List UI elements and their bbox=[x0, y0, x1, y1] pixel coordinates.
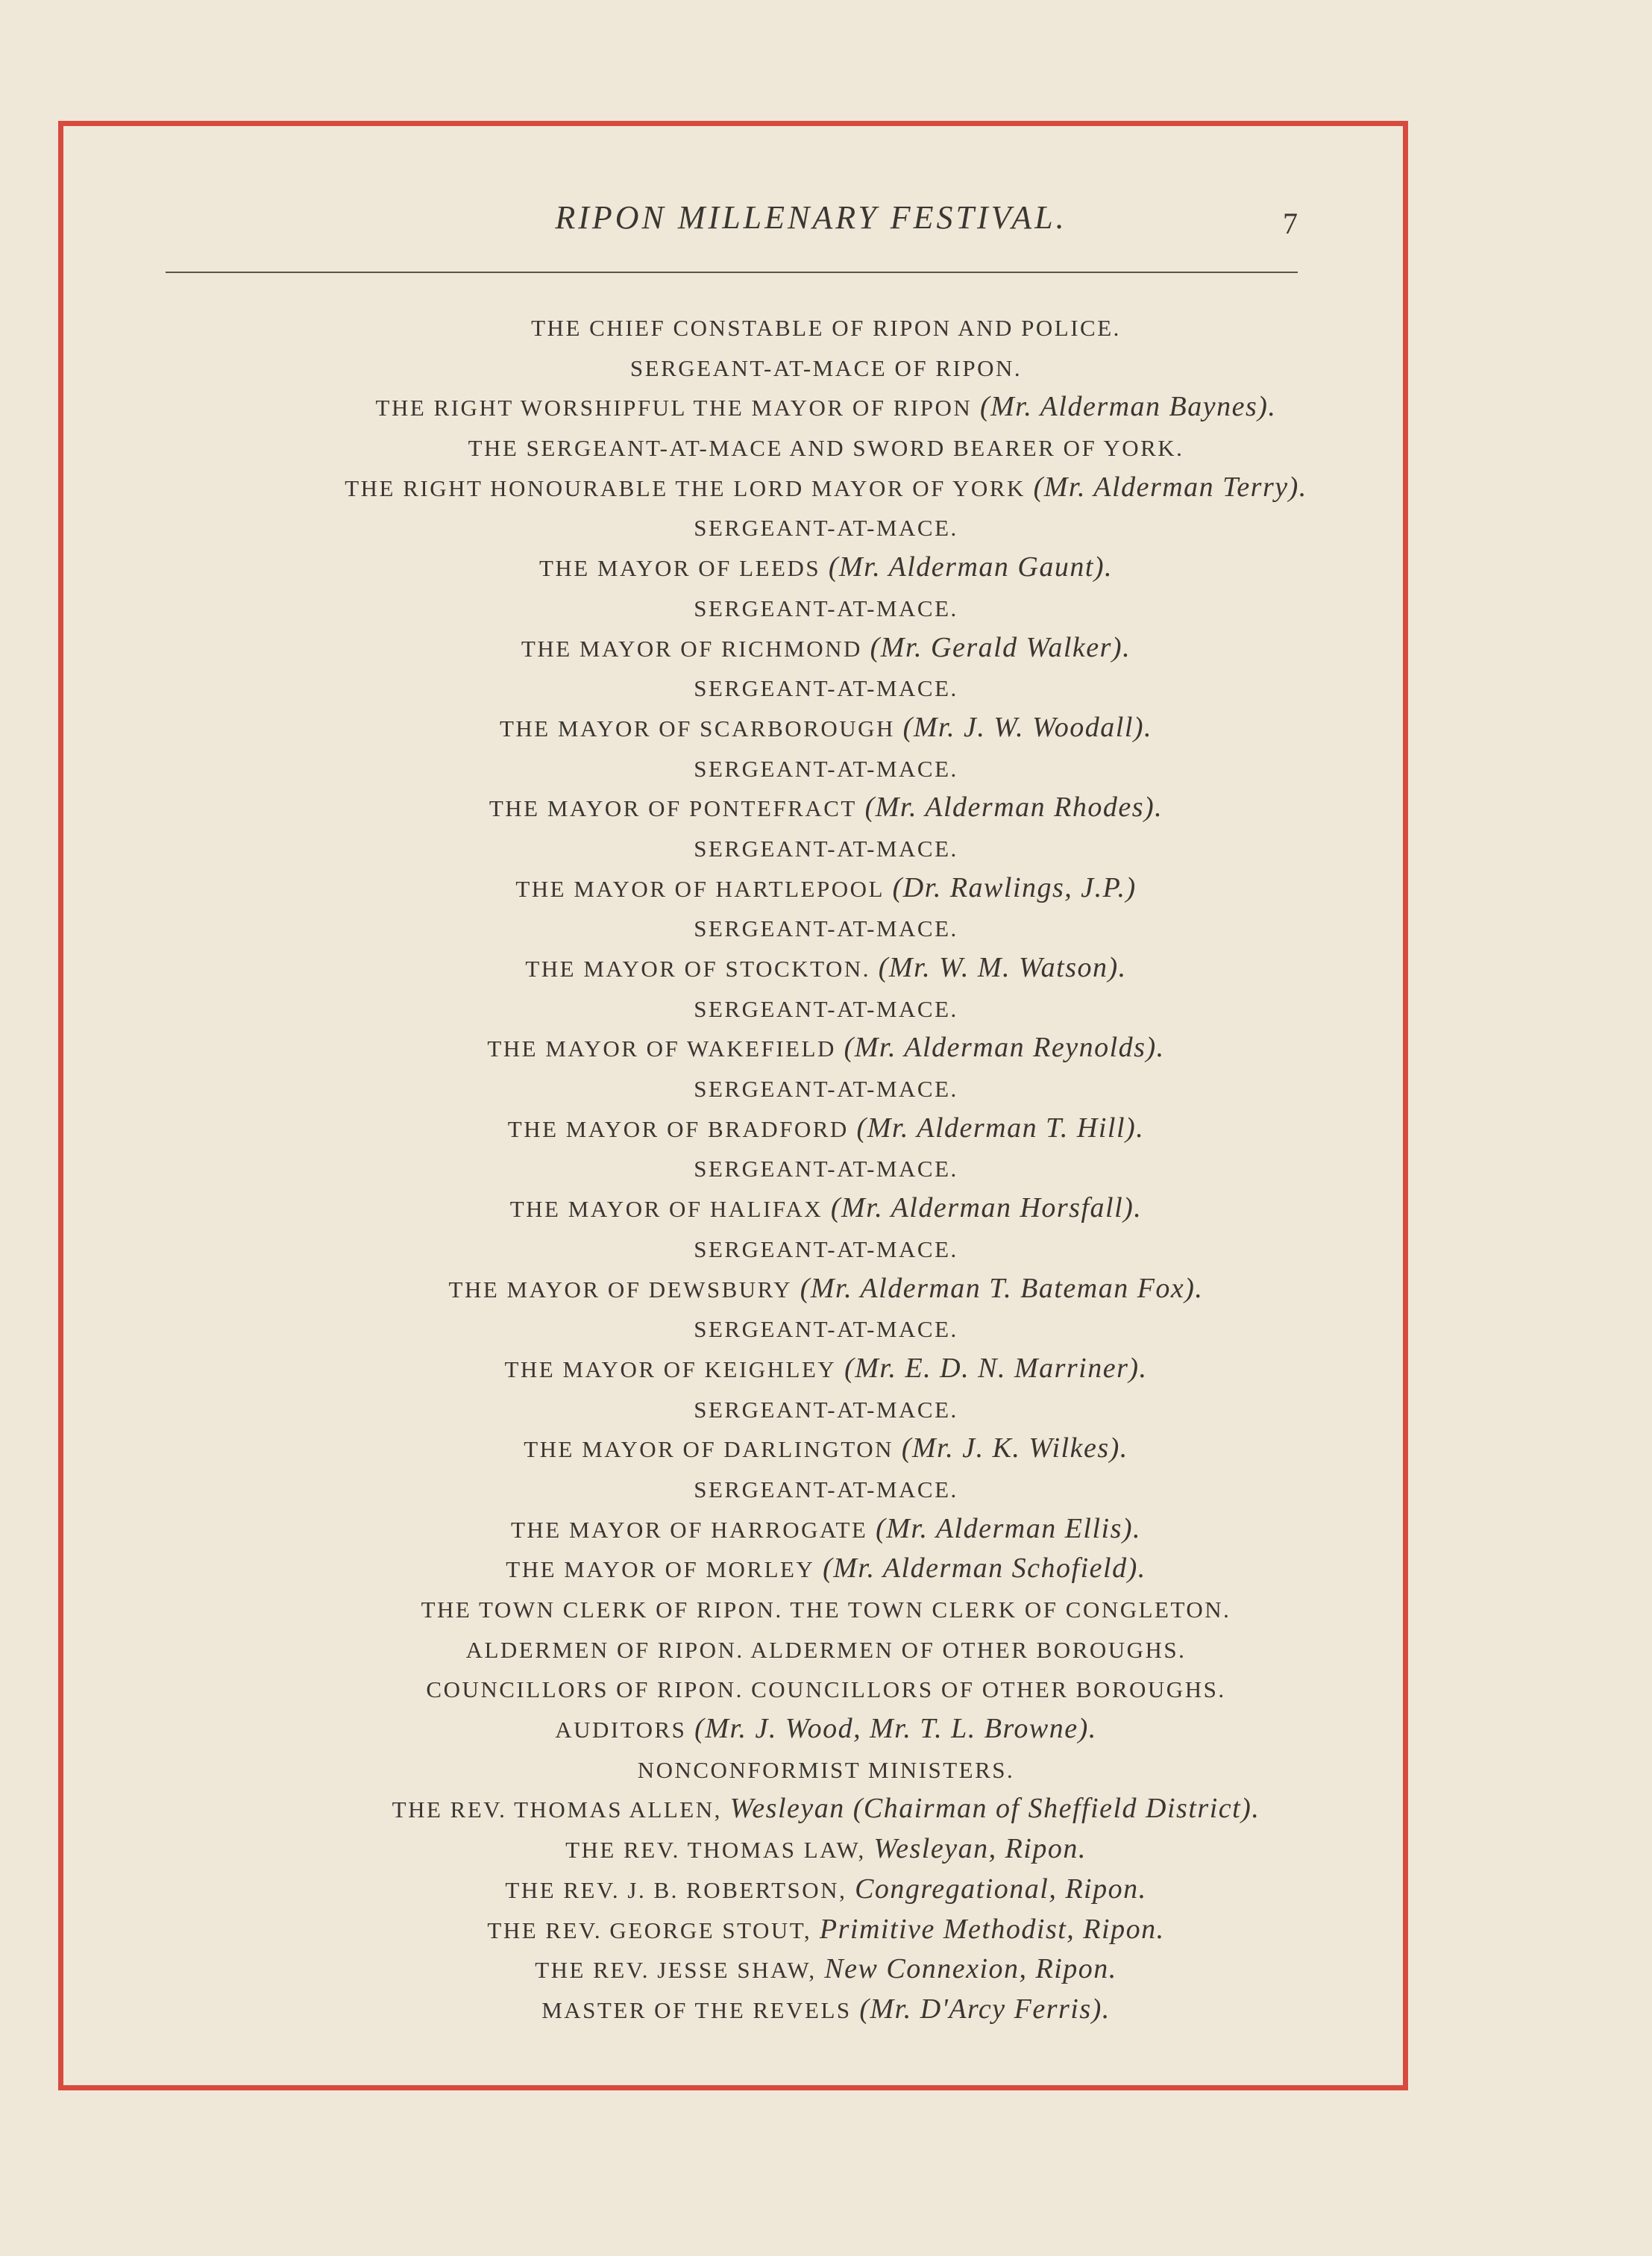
procession-line-text: NONCONFORMIST MINISTERS. bbox=[637, 1756, 1015, 1783]
procession-line bbox=[0, 1749, 1652, 1790]
procession-line-italic: (Mr. J. K. Wilkes). bbox=[901, 1432, 1128, 1464]
procession-line bbox=[0, 1709, 1652, 1749]
procession-line-text: SERGEANT-AT-MACE. bbox=[694, 1156, 958, 1182]
procession-line bbox=[0, 1109, 1652, 1149]
procession-line bbox=[0, 1509, 1652, 1550]
procession-line bbox=[0, 1910, 1652, 1950]
procession-line bbox=[0, 1269, 1652, 1309]
procession-line-text: THE REV. J. B. ROBERTSON, bbox=[505, 1876, 847, 1903]
procession-line-text: THE TOWN CLERK OF RIPON. THE TOWN CLERK OF CONGLETON. bbox=[421, 1597, 1231, 1623]
procession-line-italic: (Dr. Rawlings, J.P.) bbox=[892, 871, 1137, 903]
procession-line bbox=[0, 1188, 1652, 1229]
procession-line bbox=[0, 1990, 1652, 2030]
procession-line-italic: (Mr. Gerald Walker). bbox=[870, 631, 1131, 663]
procession-line-text: THE MAYOR OF WAKEFIELD bbox=[487, 1035, 836, 1062]
procession-line bbox=[0, 988, 1652, 1029]
procession-line-text: SERGEANT-AT-MACE. bbox=[694, 835, 958, 862]
procession-line-italic: (Mr. Alderman Schofield). bbox=[823, 1552, 1146, 1585]
procession-line bbox=[0, 788, 1652, 828]
procession-line bbox=[0, 708, 1652, 748]
procession-line-italic: Wesleyan (Chairman of Sheffield District). bbox=[729, 1793, 1260, 1825]
procession-line-text: THE REV. GEORGE STOUT, bbox=[487, 1917, 812, 1943]
procession-line-text: THE RIGHT HONOURABLE THE LORD MAYOR OF YORK bbox=[345, 474, 1026, 501]
procession-line-italic: (Mr. J. Wood, Mr. T. L. Browne). bbox=[694, 1713, 1097, 1745]
procession-line-text: THE SERGEANT-AT-MACE AND SWORD BEARER OF YORK. bbox=[468, 435, 1184, 462]
procession-line-italic: (Mr. Alderman Reynolds). bbox=[844, 1032, 1165, 1064]
procession-line bbox=[0, 307, 1652, 348]
procession-line bbox=[0, 1549, 1652, 1589]
procession-line-text: THE MAYOR OF KEIGHLEY bbox=[504, 1356, 837, 1382]
procession-line-italic: (Mr. Alderman Horsfall). bbox=[830, 1192, 1143, 1224]
procession-line-text: SERGEANT-AT-MACE. bbox=[694, 1076, 958, 1103]
procession-line-text: SERGEANT-AT-MACE. bbox=[694, 915, 958, 942]
procession-list bbox=[0, 307, 1652, 2030]
procession-line-text: THE MAYOR OF PONTEFRACT bbox=[489, 795, 857, 822]
procession-line-text: SERGEANT-AT-MACE OF RIPON. bbox=[629, 354, 1023, 381]
procession-line-text: THE REV. THOMAS LAW, bbox=[565, 1837, 866, 1864]
procession-line bbox=[0, 1068, 1652, 1109]
procession-line-text: THE CHIEF CONSTABLE OF RIPON AND POLICE. bbox=[531, 315, 1121, 341]
procession-line bbox=[0, 1829, 1652, 1870]
procession-line-text: THE MAYOR OF HALIFAX bbox=[509, 1196, 823, 1223]
procession-line-text: SERGEANT-AT-MACE. bbox=[694, 755, 958, 782]
procession-line bbox=[0, 1589, 1652, 1629]
procession-line bbox=[0, 427, 1652, 468]
page-number: 7 bbox=[1283, 207, 1298, 240]
procession-line-text: THE MAYOR OF DEWSBURY bbox=[448, 1276, 792, 1303]
procession-line-text: SERGEANT-AT-MACE. bbox=[694, 515, 958, 542]
procession-line bbox=[0, 507, 1652, 548]
procession-line-text: THE REV. THOMAS ALLEN, bbox=[392, 1796, 722, 1823]
procession-line-text: THE MAYOR OF LEEDS bbox=[538, 555, 821, 582]
procession-line-italic: (Mr. Alderman Terry). bbox=[1033, 471, 1307, 503]
procession-line bbox=[0, 1870, 1652, 1910]
procession-line-text: THE MAYOR OF HARROGATE bbox=[510, 1516, 868, 1543]
procession-line-text: SERGEANT-AT-MACE. bbox=[694, 1235, 958, 1262]
procession-line bbox=[0, 1309, 1652, 1349]
procession-line bbox=[0, 868, 1652, 909]
procession-line bbox=[0, 1148, 1652, 1188]
procession-line bbox=[0, 588, 1652, 628]
procession-line-text: THE MAYOR OF HARTLEPOOL bbox=[515, 875, 885, 902]
procession-line bbox=[0, 1229, 1652, 1269]
procession-line bbox=[0, 1789, 1652, 1829]
header-rule bbox=[166, 272, 1298, 273]
procession-line bbox=[0, 1949, 1652, 1990]
procession-line bbox=[0, 668, 1652, 708]
procession-line bbox=[0, 1429, 1652, 1469]
procession-line-italic: (Mr. Alderman Ellis). bbox=[876, 1512, 1142, 1544]
procession-line-text: MASTER OF THE REVELS bbox=[541, 1996, 852, 2023]
procession-line bbox=[0, 1349, 1652, 1389]
procession-line bbox=[0, 1629, 1652, 1670]
procession-line-text: SERGEANT-AT-MACE. bbox=[694, 1316, 958, 1343]
procession-line-italic: (Mr. Alderman T. Bateman Fox). bbox=[800, 1272, 1204, 1304]
procession-line-text: THE MAYOR OF BRADFORD bbox=[507, 1115, 849, 1142]
procession-line-text: THE MAYOR OF STOCKTON. bbox=[525, 956, 871, 982]
procession-line-text: THE MAYOR OF RICHMOND bbox=[521, 635, 862, 662]
procession-line-italic: (Mr. E. D. N. Marriner). bbox=[844, 1352, 1148, 1384]
running-head bbox=[0, 195, 1652, 240]
procession-line bbox=[0, 548, 1652, 588]
running-title: RIPON MILLENARY FESTIVAL. bbox=[555, 199, 1067, 236]
procession-line-text: THE MAYOR OF MORLEY bbox=[506, 1556, 815, 1583]
procession-line-italic: (Mr. Alderman T. Hill). bbox=[856, 1112, 1145, 1144]
procession-line-text: AUDITORS bbox=[555, 1717, 687, 1743]
procession-line-italic: (Mr. W. M. Watson). bbox=[878, 952, 1127, 983]
procession-line-italic: (Mr. Alderman Baynes). bbox=[979, 391, 1277, 423]
procession-line bbox=[0, 628, 1652, 668]
procession-line bbox=[0, 948, 1652, 988]
procession-line-text: THE RIGHT WORSHIPFUL THE MAYOR OF RIPON bbox=[375, 395, 973, 422]
procession-line bbox=[0, 1669, 1652, 1709]
procession-line-text: SERGEANT-AT-MACE. bbox=[694, 1396, 958, 1423]
procession-line bbox=[0, 348, 1652, 388]
procession-line-text: COUNCILLORS OF RIPON. COUNCILLORS OF OTHER BOROUGHS. bbox=[426, 1676, 1226, 1703]
procession-line-text: SERGEANT-AT-MACE. bbox=[694, 595, 958, 621]
procession-line-text: SERGEANT-AT-MACE. bbox=[694, 675, 958, 702]
procession-line-text: SERGEANT-AT-MACE. bbox=[694, 995, 958, 1022]
procession-line-text: THE MAYOR OF SCARBOROUGH bbox=[499, 715, 895, 742]
procession-line bbox=[0, 387, 1652, 427]
procession-line bbox=[0, 1469, 1652, 1509]
procession-line bbox=[0, 828, 1652, 868]
procession-line bbox=[0, 468, 1652, 508]
procession-line-italic: (Mr. Alderman Rhodes). bbox=[864, 792, 1163, 824]
procession-line bbox=[0, 1028, 1652, 1068]
procession-line-text: THE REV. JESSE SHAW, bbox=[535, 1957, 817, 1984]
procession-line bbox=[0, 748, 1652, 789]
procession-line-italic: (Mr. J. W. Woodall). bbox=[902, 711, 1153, 743]
procession-line-text: SERGEANT-AT-MACE. bbox=[694, 1476, 958, 1503]
procession-line bbox=[0, 908, 1652, 948]
procession-line-text: ALDERMEN OF RIPON. ALDERMEN OF OTHER BOROUGHS. bbox=[465, 1636, 1187, 1663]
procession-line-italic: (Mr. D'Arcy Ferris). bbox=[859, 1993, 1111, 2025]
procession-line-italic: Congregational, Ripon. bbox=[855, 1873, 1147, 1905]
procession-line-italic: New Connexion, Ripon. bbox=[824, 1953, 1117, 1985]
procession-line bbox=[0, 1389, 1652, 1429]
procession-line-italic: Primitive Methodist, Ripon. bbox=[819, 1913, 1165, 1945]
procession-line-text: THE MAYOR OF DARLINGTON bbox=[524, 1436, 894, 1463]
procession-line-italic: (Mr. Alderman Gaunt). bbox=[828, 551, 1114, 583]
procession-line-italic: Wesleyan, Ripon. bbox=[873, 1833, 1087, 1865]
